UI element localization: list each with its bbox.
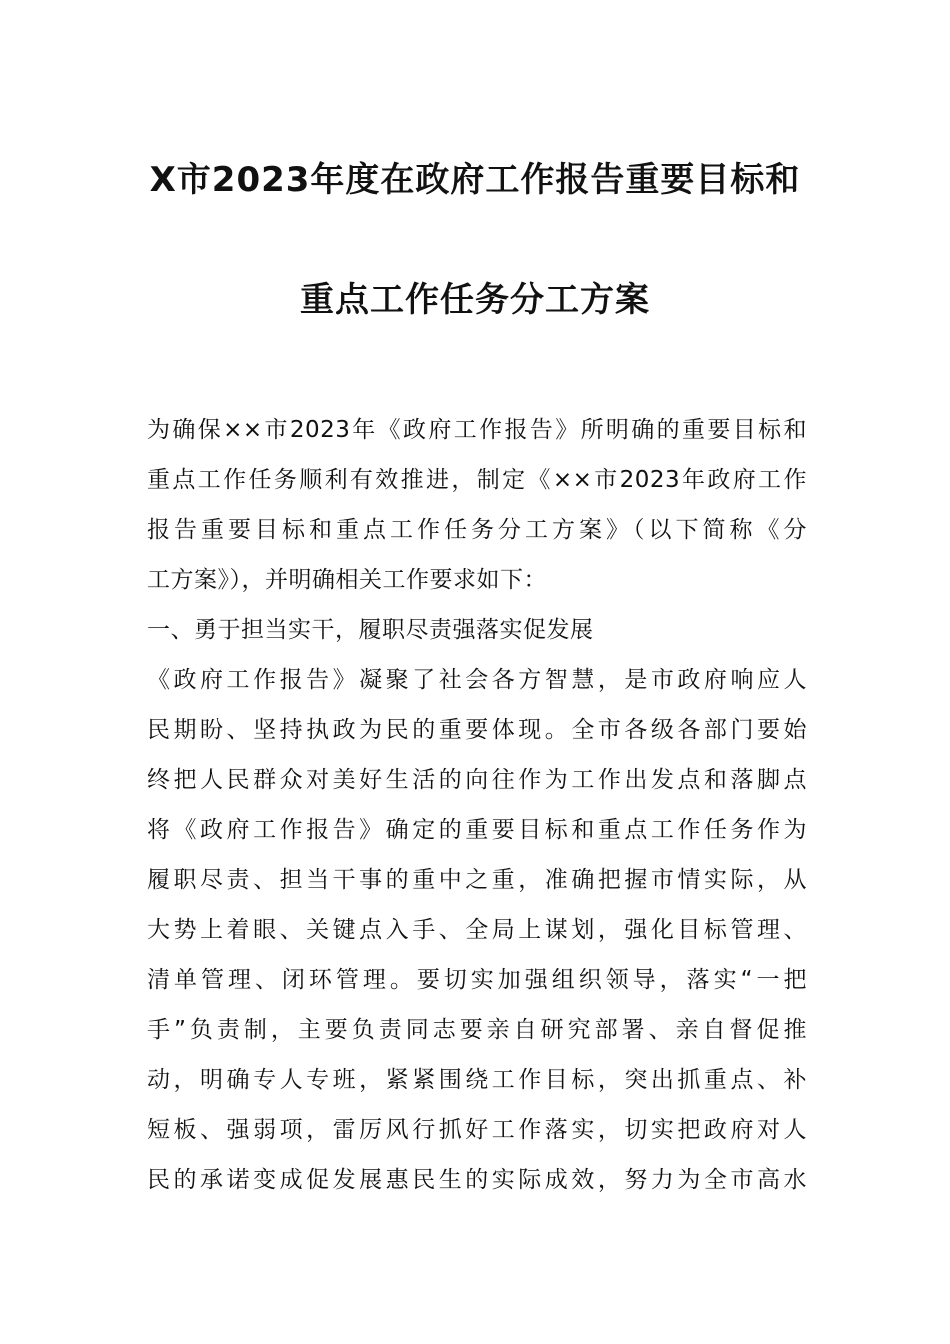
section-heading: 一、勇于担当实干，履职尽责强落实促发展 <box>147 617 594 643</box>
body-text-line: 《政府工作报告》凝聚了社会各方智慧，是市政府响应人 <box>147 667 807 693</box>
body-text-line: 清单管理、闭环管理。要切实加强组织领导，落实“一把 <box>147 967 807 993</box>
body-text-line: 手”负责制，主要负责同志要亲自研究部署、亲自督促推 <box>147 1017 807 1043</box>
document-title-line-2: 重点工作任务分工方案 <box>300 280 650 320</box>
body-text-line: 工方案》），并明确相关工作要求如下： <box>147 567 547 593</box>
body-text-line: 重点工作任务顺利有效推进，制定《××市2023年政府工作 <box>147 467 807 493</box>
body-text-line: 为确保××市2023年《政府工作报告》所明确的重要目标和 <box>147 417 807 443</box>
body-text-line: 民期盼、坚持执政为民的重要体现。全市各级各部门要始 <box>147 717 807 743</box>
body-text-line: 报告重要目标和重点工作任务分工方案》（以下简称《分 <box>147 517 807 543</box>
body-text-line: 将《政府工作报告》确定的重要目标和重点工作任务作为 <box>147 817 807 843</box>
body-text-line: 终把人民群众对美好生活的向往作为工作出发点和落脚点 <box>147 767 807 793</box>
body-text-line: 动，明确专人专班，紧紧围绕工作目标，突出抓重点、补 <box>147 1067 807 1093</box>
body-text-line: 大势上着眼、关键点入手、全局上谋划，强化目标管理、 <box>147 917 807 943</box>
document-title-line-1: X市2023年度在政府工作报告重要目标和 <box>149 160 801 200</box>
body-text-line: 履职尽责、担当干事的重中之重，准确把握市情实际，从 <box>147 867 807 893</box>
body-text-line: 短板、强弱项，雷厉风行抓好工作落实，切实把政府对人 <box>147 1117 807 1143</box>
body-text-line: 民的承诺变成促发展惠民生的实际成效，努力为全市高水 <box>147 1167 807 1193</box>
